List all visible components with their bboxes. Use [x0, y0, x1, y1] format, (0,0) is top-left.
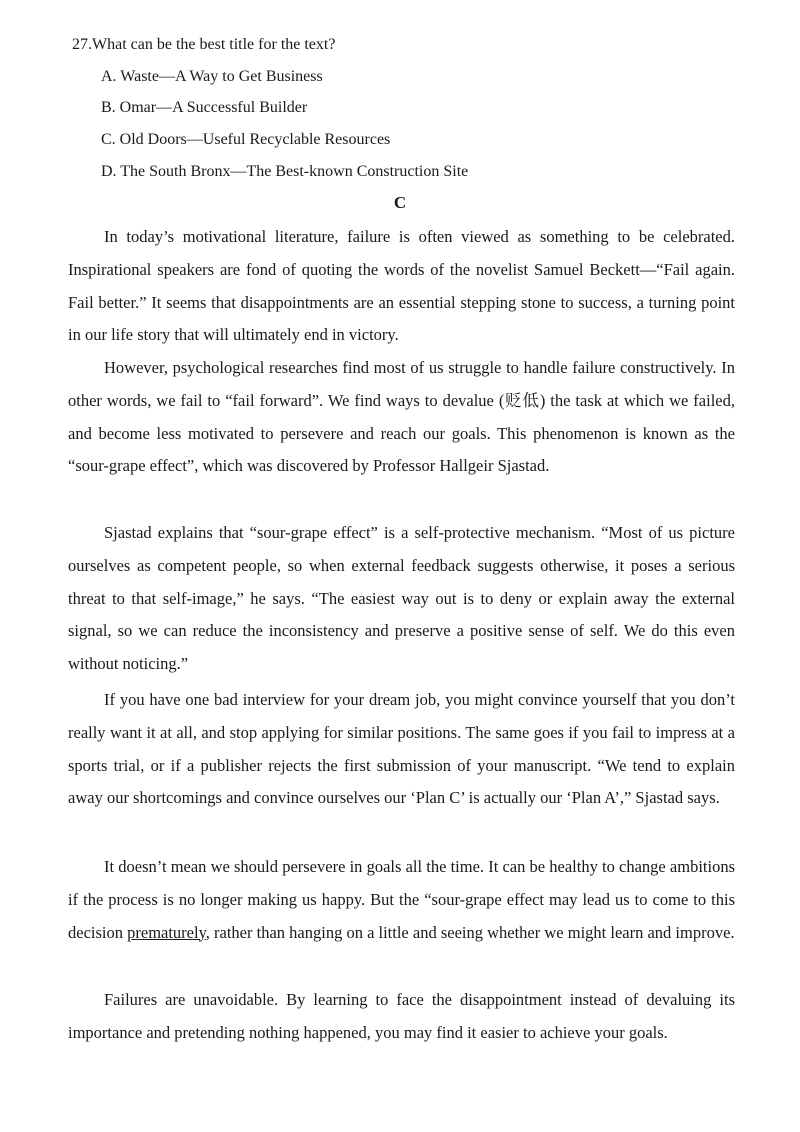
passage-section-letter: C — [393, 193, 407, 212]
question-27-stem: 27.What can be the best title for the text? — [72, 36, 336, 53]
passage-paragraph-3: Sjastad explains that “sour-grape effect” is a self-protective mechanism. “Most of us picture ourselves as competent people, so when external feedback suggests otherwise, it poses a serious threat to that self-image,” he says. “The easiest way out is to deny or explain away the external signal, so we can reduce the inconsistency and preserve a positive sense of self. We do this even without noticing.” — [68, 523, 735, 674]
passage-paragraph-5 — [68, 851, 735, 949]
option-a: A. Waste—A Way to Get Business — [101, 68, 323, 85]
passage-paragraph-6: Failures are unavoidable. By learning to face the disappointment instead of devaluing its importance and pretending nothing happened, you may find it easier to achieve your goals. — [68, 990, 735, 1042]
option-c: C. Old Doors—Useful Recyclable Resources — [101, 131, 391, 148]
passage-paragraph-4: If you have one bad interview for your dream job, you might convince yourself that you don’t really want it at all, and stop applying for similar positions. The same goes if you fail to impress at a sports trial, or if a publisher rejects the first submission of your manuscript. “We tend to explain away our shortcomings and convince ourselves our ‘Plan C’ is actually our ‘Plan A’,” Sjastad says. — [68, 690, 735, 808]
underlined-word-prematurely: prematurely — [127, 922, 206, 942]
option-b: B. Omar—A Successful Builder — [101, 99, 308, 116]
paragraph-5-text-after: , rather than hanging on a little and seeing whether we might learn and improve. — [205, 922, 735, 942]
option-d: D. The South Bronx—The Best-known Construction Site — [101, 163, 469, 180]
passage-paragraph-1: In today’s motivational literature, failure is often viewed as something to be celebrated. Inspirational speakers are fond of quoting the words of the novelist Samuel Beckett—“Fail again. Fail better.” It seems that disappointments are an essential stepping stone to success, a turning point in our life story that will ultimately end in victory. — [68, 227, 735, 345]
paragraph-5-text-before: It doesn’t mean we should persevere in goals all the time. It can be healthy to change ambitions if the process is no longer making us happy. But the “sour-grape effect may lead us to come to this decision — [68, 857, 735, 942]
passage-paragraph-2: However, psychological researches find most of us struggle to handle failure constructively. In other words, we fail to “fail forward”. We find ways to devalue (贬低) the task at which we failed, and become less motivated to persevere and reach our goals. This phenomenon is known as the “sour-grape effect”, which was discovered by Professor Hallgeir Sjastad. — [68, 358, 735, 476]
